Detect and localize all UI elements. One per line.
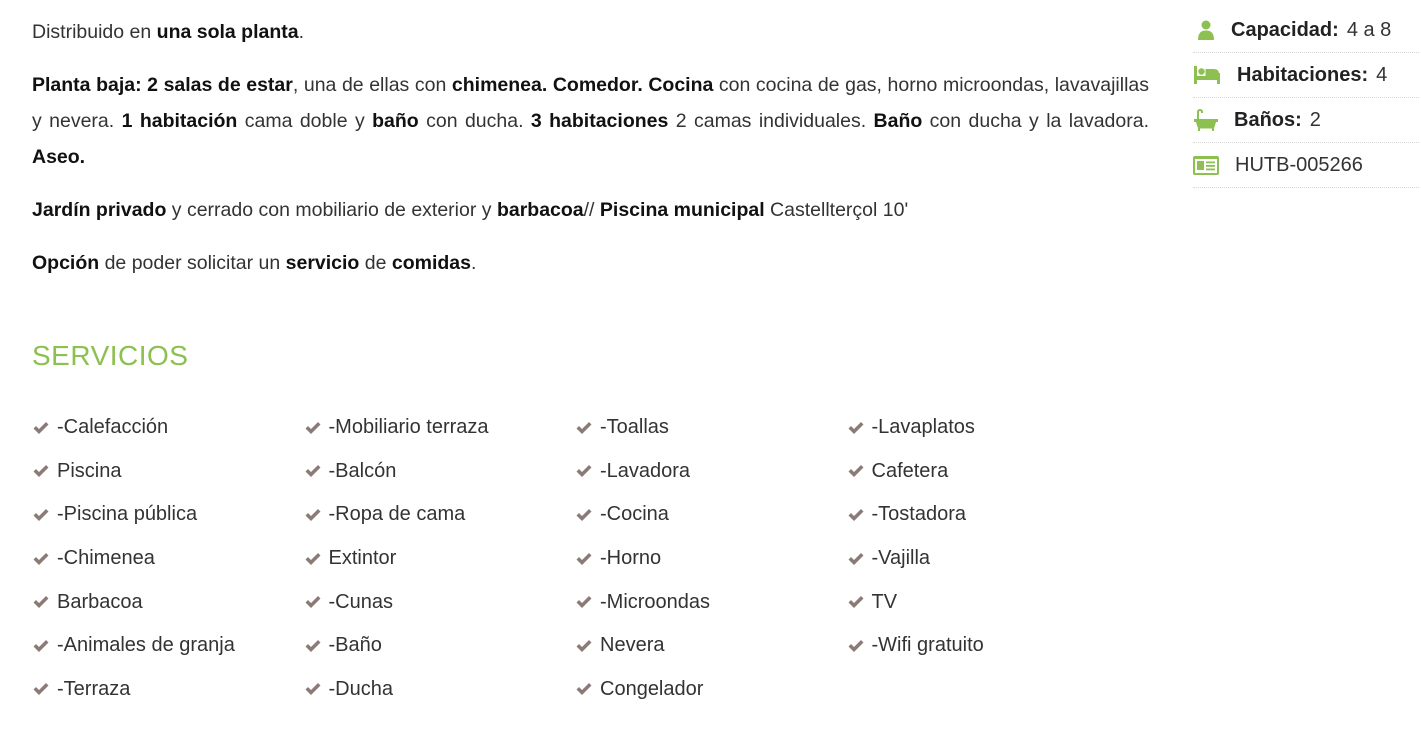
service-label: -Cocina	[600, 503, 669, 526]
check-icon	[304, 550, 322, 568]
service-item	[32, 450, 304, 494]
service-label: -Toallas	[600, 416, 669, 439]
description-p3: Jardín privado y cerrado con mobiliario de exterior y barbacoa// Piscina municipal Castellterçol 10'	[32, 199, 909, 221]
description-text	[32, 14, 1149, 281]
check-icon	[847, 419, 865, 437]
service-label: -Chimenea	[57, 547, 155, 570]
service-label: -Wifi gratuito	[871, 634, 984, 657]
service-item	[575, 493, 847, 537]
check-icon	[575, 462, 593, 480]
service-item	[575, 668, 847, 712]
service-item	[304, 493, 576, 537]
service-label: -Lavadora	[600, 459, 691, 482]
id-card-icon	[1193, 154, 1219, 176]
check-icon	[575, 419, 593, 437]
service-label: Nevera	[600, 634, 665, 657]
license-row	[1193, 143, 1419, 188]
service-item	[575, 624, 847, 668]
service-label: -Piscina pública	[57, 503, 198, 526]
service-label: Piscina	[57, 459, 122, 482]
service-label: -Ropa de cama	[328, 503, 466, 526]
rooms-row	[1193, 53, 1419, 98]
service-item	[847, 493, 1119, 537]
description-p1: Distribuido en una sola planta.	[32, 21, 305, 43]
service-label: -Baño	[328, 634, 382, 657]
services-column	[847, 406, 1119, 711]
capacity-row	[1193, 8, 1419, 53]
service-label: -Terraza	[57, 677, 131, 700]
service-label: -Tostadora	[871, 503, 966, 526]
check-icon	[847, 506, 865, 524]
service-item	[847, 580, 1119, 624]
description-p4: Opción de poder solicitar un servicio de comidas.	[32, 252, 477, 274]
check-icon	[575, 637, 593, 655]
service-item	[32, 668, 304, 712]
check-icon	[847, 550, 865, 568]
check-icon	[32, 419, 50, 437]
service-item	[847, 624, 1119, 668]
check-icon	[847, 637, 865, 655]
service-label: -Cunas	[328, 590, 393, 613]
service-label: -Horno	[600, 547, 662, 570]
check-icon	[575, 680, 593, 698]
service-label: Extintor	[328, 547, 397, 570]
baths-label: Baños:	[1234, 108, 1302, 131]
service-item	[32, 537, 304, 581]
rooms-value: 4	[1376, 63, 1388, 86]
check-icon	[32, 550, 50, 568]
service-label: -Vajilla	[871, 547, 931, 570]
service-item	[32, 580, 304, 624]
check-icon	[32, 680, 50, 698]
service-item	[847, 537, 1119, 581]
service-item	[304, 668, 576, 712]
service-item	[304, 406, 576, 450]
check-icon	[32, 462, 50, 480]
service-label: -Ducha	[328, 677, 393, 700]
service-item	[304, 537, 576, 581]
services-list	[32, 406, 1122, 711]
capacity-value: 4 a 8	[1346, 18, 1392, 41]
service-item	[304, 450, 576, 494]
service-item	[304, 624, 576, 668]
bath-icon	[1193, 109, 1219, 131]
service-item	[32, 493, 304, 537]
user-icon	[1193, 19, 1219, 41]
services-title: SERVICIOS	[32, 340, 189, 371]
service-label: -Mobiliario terraza	[328, 416, 489, 439]
check-icon	[304, 680, 322, 698]
baths-value: 2	[1309, 108, 1321, 131]
service-item	[32, 624, 304, 668]
service-label: -Balcón	[328, 459, 397, 482]
check-icon	[32, 593, 50, 611]
check-icon	[575, 550, 593, 568]
service-label: Barbacoa	[57, 590, 143, 613]
service-label: TV	[871, 590, 898, 613]
check-icon	[304, 462, 322, 480]
bed-icon	[1193, 64, 1221, 86]
rooms-label: Habitaciones:	[1237, 63, 1369, 86]
check-icon	[575, 593, 593, 611]
service-label: -Calefacción	[57, 416, 169, 439]
service-item	[575, 580, 847, 624]
check-icon	[304, 506, 322, 524]
service-item	[575, 537, 847, 581]
service-label: -Animales de granja	[57, 634, 235, 657]
check-icon	[304, 593, 322, 611]
check-icon	[575, 506, 593, 524]
capacity-label: Capacidad:	[1231, 18, 1339, 41]
check-icon	[847, 593, 865, 611]
service-item	[575, 406, 847, 450]
baths-row	[1193, 98, 1419, 143]
service-item	[847, 450, 1119, 494]
check-icon	[304, 419, 322, 437]
services-column	[304, 406, 576, 711]
service-label: -Lavaplatos	[871, 416, 975, 439]
service-label: -Microondas	[600, 590, 711, 613]
services-column	[575, 406, 847, 711]
check-icon	[847, 462, 865, 480]
property-info	[1193, 8, 1419, 188]
service-item	[32, 406, 304, 450]
services-column	[32, 406, 304, 711]
service-item	[847, 406, 1119, 450]
check-icon	[32, 637, 50, 655]
description	[32, 14, 1149, 298]
service-label: Congelador	[600, 677, 704, 700]
service-label: Cafetera	[871, 459, 949, 482]
description-p2: Planta baja: 2 salas de estar, una de ellas con chimenea. Comedor. Cocina con cocina de gas, horno microondas, lavavajillas y nevera. 1 habitación cama doble y baño con ducha. 3 habitaciones 2 camas individuales. Baño con ducha y la lavadora. Aseo.	[32, 74, 1150, 168]
check-icon	[32, 506, 50, 524]
license-value: HUTB-005266	[1235, 153, 1363, 176]
check-icon	[304, 637, 322, 655]
service-item	[304, 580, 576, 624]
service-item	[575, 450, 847, 494]
